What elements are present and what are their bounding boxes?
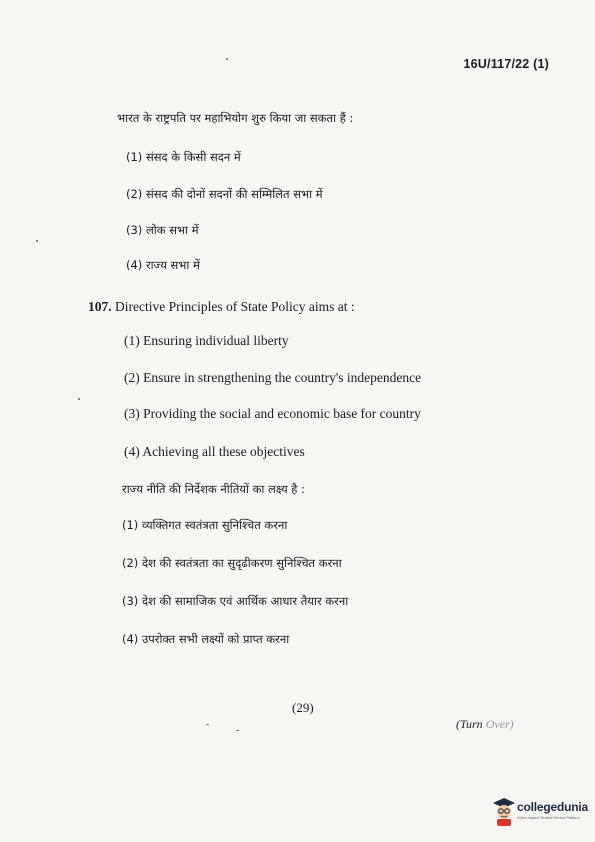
scan-speck — [36, 240, 38, 242]
q106-hindi-option-3: (3) लोक सभा में — [126, 223, 199, 237]
page-number: (29) — [292, 700, 314, 715]
brand-tagline: India's largest Student Review Platform — [517, 816, 580, 820]
q107-hindi-option-3: (3) देश की सामाजिक एवं आर्थिक आधार तैयार करना — [122, 594, 349, 608]
q107-stem: Directive Principles of State Policy aims at : — [115, 299, 355, 314]
q106-hindi-option-1: (1) संसद के किसी सदन में — [126, 150, 241, 164]
scan-speck — [226, 58, 228, 60]
q107-option-4: (4) Achieving all these objectives — [124, 444, 305, 459]
q107-hindi-option-2: (2) देश की स्वतंत्रता का सुदृढीकरण सुनिश्चित करना — [122, 556, 342, 570]
q107-option-3: (3) Providing the social and economic base for country — [124, 406, 421, 421]
scan-speck — [236, 730, 239, 731]
q107-stem-line — [88, 299, 355, 315]
q107-option-2: (2) Ensure in strengthening the country's independence — [124, 370, 422, 385]
q107-option-1: (1) Ensuring individual liberty — [124, 333, 289, 348]
q107-hindi-stem: राज्य नीति की निर्देशक नीतियों का लक्ष्य है : — [122, 482, 305, 496]
q107-number: 107. — [88, 299, 112, 314]
q106-hindi-option-2: (2) संसद की दोनों सदनों की सम्मिलित सभा में — [126, 187, 323, 201]
turn-over-faded-text: Over) — [482, 717, 514, 731]
q107-hindi-option-4: (4) उपरोक्त सभी लक्ष्यों को प्राप्त करना — [122, 632, 290, 646]
brand-name: collegedunia — [517, 800, 588, 814]
scan-speck — [78, 398, 80, 400]
q106-hindi-option-4: (4) राज्य सभा में — [126, 258, 200, 272]
q106-hindi-stem: भारत के राष्ट्रपति पर महाभियोग शुरु किया जा सकता हैं : — [117, 111, 354, 125]
turn-over-text: (Turn — [456, 717, 483, 731]
mascot-icon — [493, 798, 515, 826]
paper-code: 16U/117/22 (1) — [463, 57, 549, 71]
collegedunia-watermark — [493, 796, 593, 832]
turn-over-note — [456, 717, 514, 732]
scan-speck — [206, 724, 209, 725]
q107-hindi-option-1: (1) व्यक्तिगत स्वतंत्रता सुनिश्चित करना — [122, 518, 288, 532]
